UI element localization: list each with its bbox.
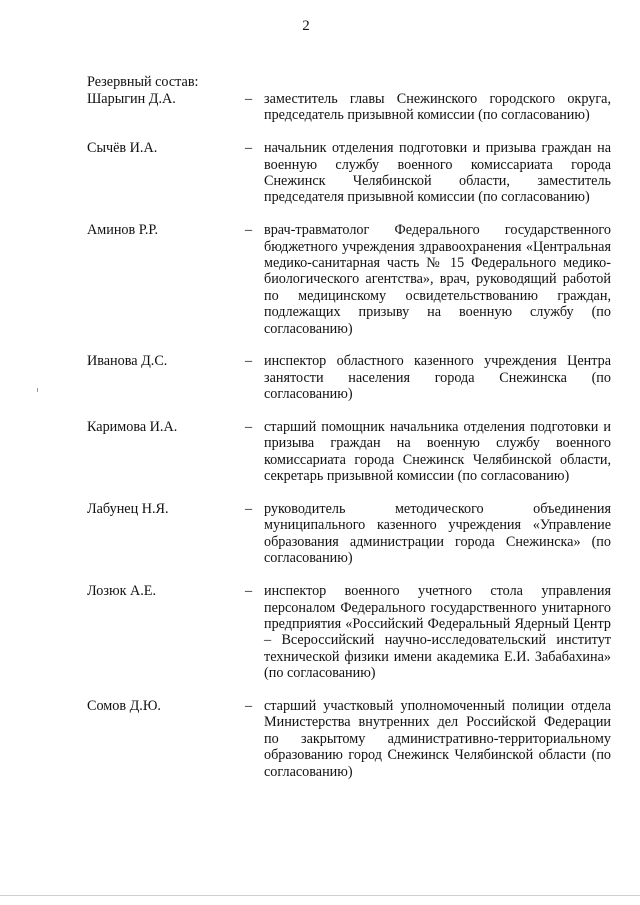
member-role: инспектор военного учетного стола управления персоналом Федерального государственного унитарного предприятия «Российский Федеральный Ядерный Центр – Всероссийский научно-исследовательский институт технической физики имени академика Е.И. Забабахина» (по согласованию) <box>264 583 611 682</box>
member-row <box>87 140 611 206</box>
member-row <box>87 91 611 124</box>
members-list <box>87 91 611 796</box>
member-role: начальник отделения подготовки и призыва граждан на военную службу военного комиссариата города Снежинск Челябинской области, заместитель председателя призывной комиссии (по согласованию) <box>264 140 611 206</box>
member-role: руководитель методического объединения муниципального казенного учреждения «Управление образования администрации города Снежинска» (по согласованию) <box>264 501 611 567</box>
member-row <box>87 501 611 567</box>
member-name: Аминов Р.Р. <box>87 222 159 239</box>
member-dash: – <box>245 353 253 370</box>
member-dash: – <box>245 222 253 239</box>
member-name: Лабунец Н.Я. <box>87 501 169 518</box>
member-role: старший помощник начальника отделения подготовки и призыва граждан на военную службу военного комиссариата города Снежинск Челябинской области, секретарь призывной комиссии (по согласованию) <box>264 419 611 485</box>
member-dash: – <box>245 91 253 107</box>
member-name: Сомов Д.Ю. <box>87 697 161 714</box>
member-row <box>87 222 611 337</box>
member-role: заместитель главы Снежинского городского округа, председатель призывной комиссии (по согласованию) <box>264 91 611 124</box>
member-row <box>87 583 611 681</box>
page-bottom-edge <box>0 895 640 896</box>
member-row <box>87 353 611 402</box>
page-number: 2 <box>302 18 310 34</box>
member-dash: – <box>245 501 253 518</box>
member-dash: – <box>245 140 253 157</box>
member-row <box>87 698 611 780</box>
member-name: Шарыгин Д.А. <box>87 91 176 107</box>
member-name: Лозюк А.Е. <box>87 583 157 600</box>
member-role: инспектор областного казенного учреждения Центра занятости населения города Снежинска (по согласованию) <box>264 353 611 403</box>
member-dash: – <box>245 583 253 600</box>
member-row <box>87 419 611 485</box>
member-name: Сычёв И.А. <box>87 140 158 157</box>
member-dash: – <box>245 419 253 436</box>
member-name: Каримова И.А. <box>87 419 178 436</box>
member-dash: – <box>245 697 253 714</box>
section-title: Резервный состав: <box>87 74 199 90</box>
member-name: Иванова Д.С. <box>87 353 168 370</box>
member-role: старший участковый уполномоченный полиции отдела Министерства внутренних дел Российской Федерации по закрытому административно-территориальному образованию город Снежинск Челябинской области (по согласованию) <box>264 697 611 780</box>
member-role: врач-травматолог Федерального государственного бюджетного учреждения здравоохранения «Центральная медико-санитарная часть № 15 Федерального медико-биологического агентства», врач, руководящий работой по медицинскому освидетельствованию граждан, подлежащих призыву на военную службу (по согласованию) <box>264 222 611 337</box>
scan-speck <box>37 388 38 392</box>
